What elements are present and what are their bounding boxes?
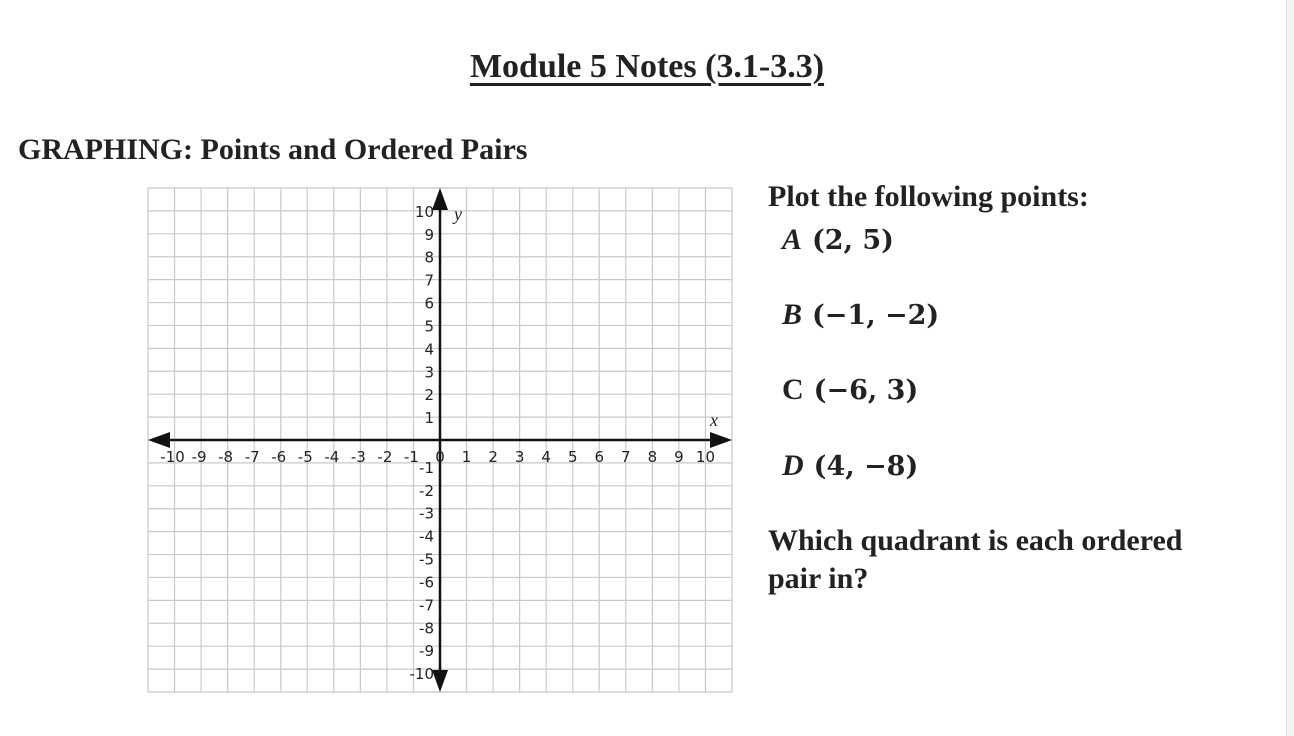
y-tick-label: -1 xyxy=(419,458,434,477)
x-axis-label: x xyxy=(710,410,718,430)
x-tick-label: -1 xyxy=(403,448,419,466)
y-tick-label: 1 xyxy=(424,409,434,428)
page-title: Module 5 Notes (3.1-3.3) xyxy=(469,48,825,85)
point-a-label: A xyxy=(782,223,803,256)
y-tick-label: 6 xyxy=(424,294,434,313)
x-tick-label: -6 xyxy=(271,448,287,466)
y-tick-label: 3 xyxy=(424,363,434,382)
y-tick-label: -7 xyxy=(419,596,434,615)
point-b-coords: (−1, −2) xyxy=(812,300,940,331)
y-tick-label: 9 xyxy=(424,225,434,244)
point-c-label: C xyxy=(782,373,804,406)
x-tick-label: 8 xyxy=(647,448,658,466)
y-tick-label: -8 xyxy=(419,619,434,638)
y-tick-label: 7 xyxy=(424,271,434,290)
point-d-label: D xyxy=(782,449,804,482)
quadrant-question: Which quadrant is each ordered pair in? xyxy=(768,524,1183,595)
y-tick-label: -3 xyxy=(419,504,434,523)
x-tick-label: 2 xyxy=(488,448,498,466)
x-tick-label: 4 xyxy=(541,448,551,466)
y-tick-label: -2 xyxy=(419,481,434,500)
point-b-label: B xyxy=(782,298,803,331)
y-tick-label: -5 xyxy=(419,550,434,569)
y-tick-label: -10 xyxy=(409,665,434,684)
x-tick-label: 6 xyxy=(594,448,605,466)
y-axis-up-arrow xyxy=(432,188,448,210)
x-tick-label: 10 xyxy=(695,448,716,466)
x-tick-label: -2 xyxy=(377,448,393,466)
x-axis-right-arrow xyxy=(710,432,732,448)
x-tick-label: -4 xyxy=(324,448,340,466)
x-tick-label: -8 xyxy=(218,448,234,466)
x-tick-label: -5 xyxy=(297,448,313,466)
point-a xyxy=(782,222,894,257)
x-tick-label: 0 xyxy=(435,448,445,466)
y-tick-label: 5 xyxy=(424,317,434,336)
x-tick-label: 3 xyxy=(514,448,525,466)
x-tick-label: 5 xyxy=(567,448,578,466)
point-b xyxy=(782,297,939,332)
x-tick-label: 9 xyxy=(674,448,684,466)
y-tick-label: 2 xyxy=(424,386,434,405)
point-c-coords: (−6, 3) xyxy=(813,375,919,406)
y-tick-label: 10 xyxy=(414,202,434,221)
y-axis-label: y xyxy=(454,204,462,224)
y-tick-label: -4 xyxy=(419,527,434,546)
coordinate-grid xyxy=(140,180,740,705)
x-tick-label: -10 xyxy=(160,448,185,466)
point-c xyxy=(782,372,918,407)
x-tick-label: -7 xyxy=(244,448,260,466)
y-tick-label: -6 xyxy=(419,573,434,592)
x-tick-label: 1 xyxy=(461,448,472,466)
x-tick-label: 7 xyxy=(621,448,631,466)
x-axis-left-arrow xyxy=(148,432,170,448)
x-tick-label: -9 xyxy=(191,448,207,466)
page-edge xyxy=(1286,0,1294,736)
y-tick-label: 8 xyxy=(424,248,434,267)
plot-instructions: Plot the following points: xyxy=(768,180,1089,213)
y-tick-label: 4 xyxy=(424,340,434,359)
point-a-coords: (2, 5) xyxy=(812,225,894,256)
y-tick-label: -9 xyxy=(419,642,434,661)
section-heading: GRAPHING: Points and Ordered Pairs xyxy=(18,133,528,166)
point-d-coords: (4, −8) xyxy=(813,451,919,482)
point-d xyxy=(782,448,918,483)
x-tick-label: -3 xyxy=(350,448,366,466)
y-axis-down-arrow xyxy=(432,670,448,692)
